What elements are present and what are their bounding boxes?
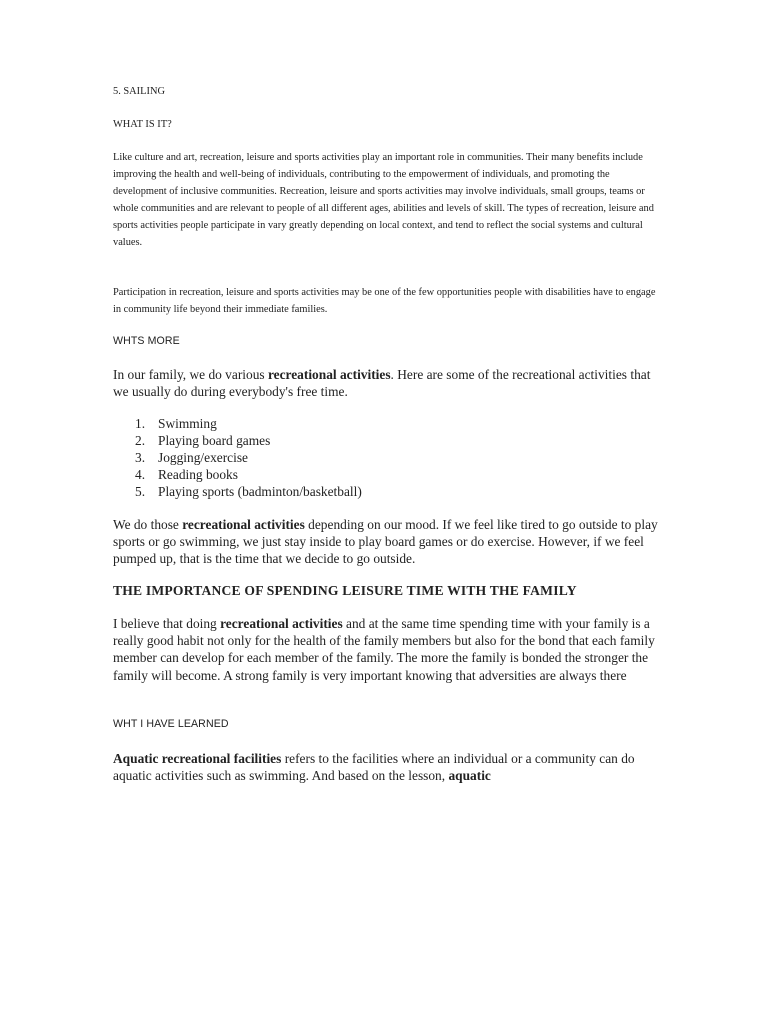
importance-bold-term: recreational activities [220, 616, 343, 631]
list-item [113, 466, 513, 483]
intro-text-end: . Here are some of the recreational activities that we usually do during everybody's free time. [113, 367, 651, 400]
closing-text-end: depending on our mood. If we feel like tired to go outside to play sports or go swimming, we just stay inside to play board games or do exercise. However, if we feel pumped up, that is the time that we decide to go outside. [113, 517, 658, 567]
list-item [113, 415, 513, 432]
what-is-it-paragraph-2: Participation in recreation, leisure and sports activities may be one of the few opportunities people with disabilities have to engage in community life beyond their immediate families. [113, 287, 656, 315]
importance-text-start: I believe that doing [113, 616, 221, 631]
whats-more-closing [113, 516, 658, 568]
list-item-text: Jogging/exercise [158, 450, 248, 466]
list-item-number: 5. [135, 484, 146, 500]
list-item-number: 2. [135, 433, 146, 449]
closing-text-start: We do those [113, 517, 183, 532]
learned-heading: WHT I HAVE LEARNED [113, 718, 229, 730]
whats-more-intro [113, 366, 658, 400]
closing-bold-term: recreational activities [182, 517, 305, 532]
intro-text-start: In our family, we do various [113, 367, 268, 382]
list-item [113, 432, 513, 449]
importance-paragraph [113, 615, 658, 684]
learned-paragraph [113, 750, 658, 784]
learned-bold-term: Aquatic recreational facilities [113, 751, 282, 766]
list-item-number: 3. [135, 450, 146, 466]
list-item-text: Reading books [158, 467, 238, 483]
learned-bold-end: aquatic [448, 768, 491, 784]
what-is-it-paragraph-1: Like culture and art, recreation, leisure and sports activities play an important role in communities. Their many benefits include improving the health and well-being of individuals, contributing to the empowerment of individuals, and promoting the development of inclusive communities. Recreation, leisure and sports activities may involve individuals, small groups, teams or whole communities and are relevant to people of all different ages, abilities and levels of skill. The types of recreation, leisure and sports activities people participate in vary greatly depending on local context, and tend to reflect the social systems and cultural values. [113, 152, 654, 248]
what-is-it-heading: WHAT IS IT? [113, 119, 172, 130]
list-item [113, 449, 513, 466]
intro-bold-term: recreational activities [267, 367, 391, 382]
list-item-text: Swimming [158, 416, 217, 431]
learned-text: refers to the facilities where an individual or a community can do aquatic activities such as swimming. And based on the lesson, [113, 751, 635, 784]
recreational-activities-list [113, 415, 513, 500]
list-item-text: Playing board games [158, 433, 271, 449]
importance-heading: THE IMPORTANCE OF SPENDING LEISURE TIME WITH THE FAMILY [113, 583, 577, 598]
importance-text-end: and at the same time spending time with your family is a really good habit not only for the health of the family members but also for the bond that each family member can develop for each member of the family. The more the family is bonded the stronger the family will become. A strong family is very important knowing that adversities are always there [113, 616, 655, 683]
list-item-text: Playing sports (badminton/basketball) [158, 484, 362, 500]
list-item-number: 4. [135, 467, 146, 483]
list-item-number: 1. [135, 416, 146, 431]
section-title: 5. SAILING [113, 86, 165, 97]
list-item [113, 483, 513, 500]
whats-more-heading: WHTS MORE [113, 335, 180, 347]
